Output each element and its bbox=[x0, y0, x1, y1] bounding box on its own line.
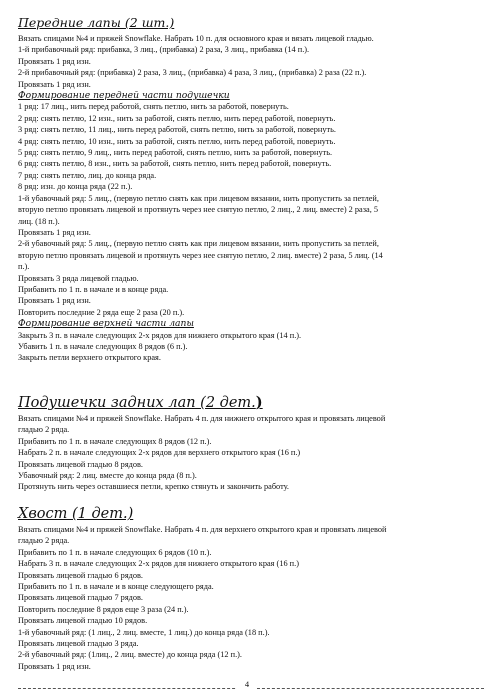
text-line: 4 ряд: снять петлю, 10 изн., нить за работой, снять петлю, нить перед работой, повернуть. bbox=[18, 136, 336, 146]
text-line: Провязать 1 ряд изн. bbox=[18, 227, 91, 237]
text-line: 1-й убавочный ряд: 5 лиц., (первую петлю снять как при лицевом вязании, нить пропустить за петлей, bbox=[18, 193, 379, 203]
text-line: вторую петлю провязать лицевой и протянуть через нее снятую петлю, 2 лиц., 2 лиц. вместе) 2 раза, 5 bbox=[18, 205, 378, 215]
text-line: Набрать 3 п. в начале следующих 2-х рядов для нижнего открытого края (16 п.) bbox=[18, 559, 299, 569]
text-line: 2-й убавочный ряд: 5 лиц., (первую петлю снять как при лицевом вязании, нить пропустить за петлей, bbox=[18, 239, 379, 249]
paw-top-subheading: Формирование верхней части лапы bbox=[18, 318, 194, 330]
text-line: Прибавить по 1 п. в начале следующих 6 рядов (10 п.). bbox=[18, 547, 212, 557]
text-line: Протянуть нить через оставшиеся петли, крепко стянуть и закончить работу. bbox=[18, 482, 290, 492]
text-line: 7 ряд: снять петлю, лиц. до конца ряда. bbox=[18, 170, 157, 180]
text-line: Провязать лицевой гладью 6 рядов. bbox=[18, 570, 143, 580]
tail-heading: Хвост (1 дет.) bbox=[18, 506, 134, 522]
text-line: Провязать 1 ряд изн. bbox=[18, 296, 91, 306]
text-line: 2-й убавочный ряд: (1лиц., 2 лиц. вместе) до конца ряда (12 п.). bbox=[18, 650, 242, 660]
text-line: Провязать 1 ряд изн. bbox=[18, 661, 91, 671]
text-line: 6 ряд: снять петлю, 8 изн., нить за работой, снять петлю, нить перед работой, повернуть. bbox=[18, 159, 332, 169]
text-line: 2 ряд: снять петлю, 12 изн., нить за работой, снять петлю, нить перед работой, повернуть. bbox=[18, 113, 336, 123]
text-line: Провязать лицевой гладью 10 рядов. bbox=[18, 616, 148, 626]
text-line: Закрыть петли верхнего открытого края. bbox=[18, 353, 161, 363]
text-line: вторую петлю провязать лицевой и протянуть через нее снятую петлю, 2 лиц. вместе) 2 раза, 5 лиц. (14 bbox=[18, 250, 383, 260]
text-line: Убавочный ряд: 2 лиц. вместе до конца ряда (8 п.). bbox=[18, 471, 197, 481]
hind-pads-heading bbox=[18, 394, 263, 412]
text-line: Провязать лицевой гладью 8 рядов. bbox=[18, 459, 143, 469]
text-line: 3 ряд: снять петлю, 11 лиц., нить перед работой, снять петлю, нить за работой, повернуть. bbox=[18, 125, 336, 135]
text-line: Провязать 1 ряд изн. bbox=[18, 79, 91, 89]
text-line: Вязать спицами №4 и пряжей Snowflake. Набрать 10 п. для основного края и вязать лицевой гладью. bbox=[18, 34, 374, 43]
text-line: 1-й прибавочный ряд: прибавка, 3 лиц., (прибавка) 2 раза, 3 лиц., прибавка (14 п.). bbox=[18, 45, 310, 55]
text-line: 1-й убавочный ряд: (1 лиц., 2 лиц. вместе, 1 лиц.) до конца ряда (18 п.). bbox=[18, 627, 270, 637]
hind-pads-title-mark: ) bbox=[255, 394, 263, 411]
text-line: 2-й прибавочный ряд: (прибавка) 2 раза, 3 лиц., (прибавка) 4 раза, 3 лиц., (прибавка) 2 раза (22 п.). bbox=[18, 68, 367, 78]
hind-pads-title: Подушечки задних лап (2 дет. bbox=[18, 395, 256, 411]
tail-section bbox=[18, 505, 484, 672]
text-line: гладью 2 ряда. bbox=[18, 425, 70, 435]
text-line: п.). bbox=[18, 262, 30, 272]
text-line: Набрать 2 п. в начале следующих 2-х рядов для верхнего открытого края (16 п.) bbox=[18, 448, 301, 458]
text-line: 5 ряд: снять петлю, 9 лиц., нить перед работой, снять петлю, нить за работой, повернуть. bbox=[18, 148, 333, 158]
front-paws-section bbox=[18, 14, 484, 364]
text-line: Прибавить по 1 п. в начале следующих 8 рядов (12 п.). bbox=[18, 436, 212, 446]
front-paws-intro bbox=[18, 33, 484, 90]
text-line: Закрыть 3 п. в начале следующих 2-х рядов для нижнего открытого края (14 п.). bbox=[18, 330, 302, 340]
text-line: Провязать лицевой гладью 3 ряда. bbox=[18, 639, 139, 649]
text-line: гладью 2 ряда. bbox=[18, 536, 70, 546]
front-pad-subheading: Формирование передней части подушечки bbox=[18, 90, 230, 102]
text-line: Повторить последние 8 рядов еще 3 раза (24 п.). bbox=[18, 604, 189, 614]
hind-pads-section bbox=[18, 394, 484, 493]
text-line: Повторить последние 2 ряда еще 2 раза (20 п.). bbox=[18, 307, 185, 317]
text-line: Прибавить по 1 п. в начале и в конце ряда. bbox=[18, 284, 169, 294]
text-line: Провязать лицевой гладью 7 рядов. bbox=[18, 593, 143, 603]
tail-rows bbox=[18, 524, 484, 672]
page-number: 4 bbox=[237, 679, 257, 689]
text-line: Вязать спицами №4 и пряжей Snowflake. Набрать 4 п. для нижнего открытого края и провязать лицевой bbox=[18, 414, 386, 423]
text-line: Провязать 1 ряд изн. bbox=[18, 56, 91, 66]
front-pad-rows bbox=[18, 101, 484, 318]
paw-top-rows bbox=[18, 330, 484, 364]
text-line: Вязать спицами №4 и пряжей Snowflake. Набрать 4 п. для верхнего открытого края и провязать лицевой bbox=[18, 525, 387, 534]
text-line: Провязать 3 ряда лицевой гладью. bbox=[18, 273, 139, 283]
text-line: лиц. (18 п.). bbox=[18, 216, 60, 226]
text-line: Убавить 1 п. в начале следующих 8 рядов (6 п.). bbox=[18, 341, 188, 351]
text-line: Прибавить по 1 п. в начале и в конце следующего ряда. bbox=[18, 582, 214, 592]
front-paws-heading: Передние лапы (2 шт.) bbox=[18, 15, 175, 30]
text-line: 1 ряд: 17 лиц., нить перед работой, снять петлю, нить за работой, повернуть. bbox=[18, 102, 289, 112]
hind-pads-rows bbox=[18, 413, 484, 493]
text-line: 8 ряд: изн. до конца ряда (22 п.). bbox=[18, 182, 133, 192]
